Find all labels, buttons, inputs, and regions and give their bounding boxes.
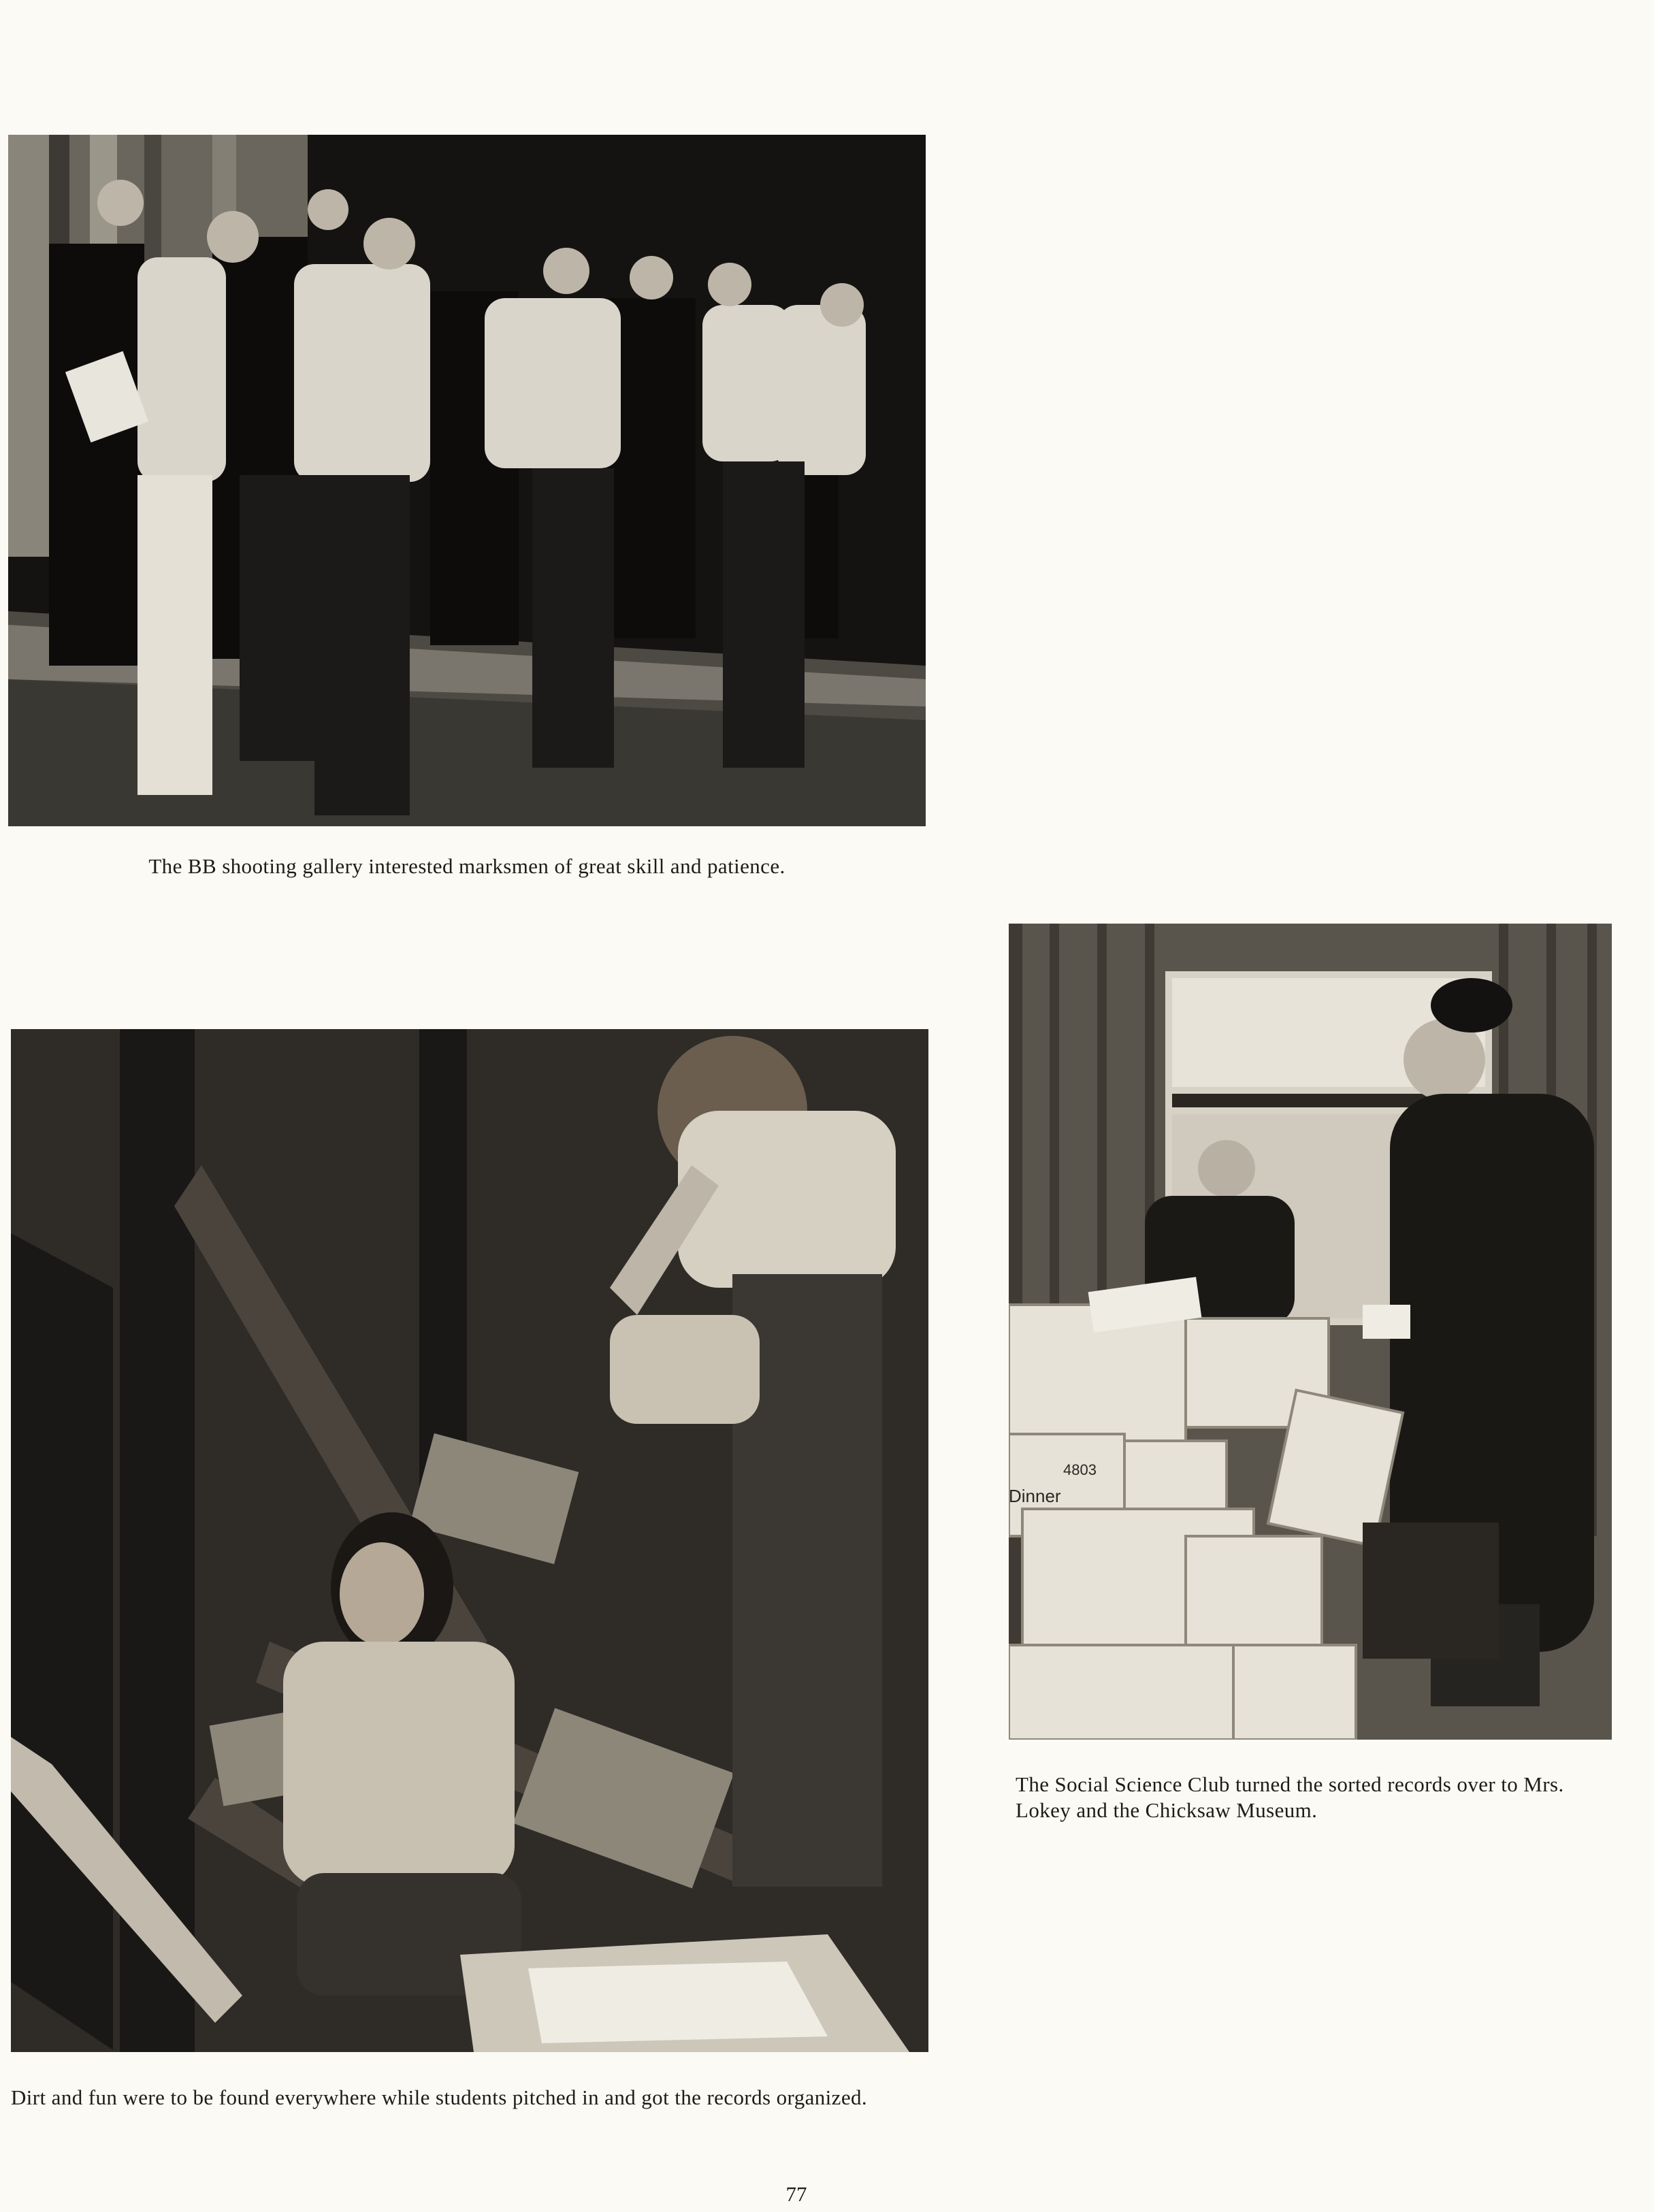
bb-gallery-photo-art: [8, 135, 926, 826]
bb-gallery-photo: [8, 135, 926, 826]
dirt-and-fun-photo-art: [11, 1029, 928, 2052]
social-science-club-caption: The Social Science Club turned the sorted records over to Mrs. Lokey and the Chicksaw Museum.: [1016, 1772, 1564, 1822]
page-number: 77: [785, 2182, 807, 2206]
dirt-and-fun-caption: Dirt and fun were to be found everywhere while students pitched in and got the records organized.: [11, 2085, 868, 2109]
box-label-number: 4803: [1063, 1461, 1097, 1478]
dirt-and-fun-photo: [11, 1029, 928, 2052]
social-science-club-photo-art: [1009, 924, 1612, 1740]
box-label-word: Dinner: [1009, 1486, 1061, 1506]
social-science-club-photo: [1009, 924, 1612, 1740]
bb-gallery-caption: The BB shooting gallery interested marksmen of great skill and patience.: [148, 854, 785, 878]
